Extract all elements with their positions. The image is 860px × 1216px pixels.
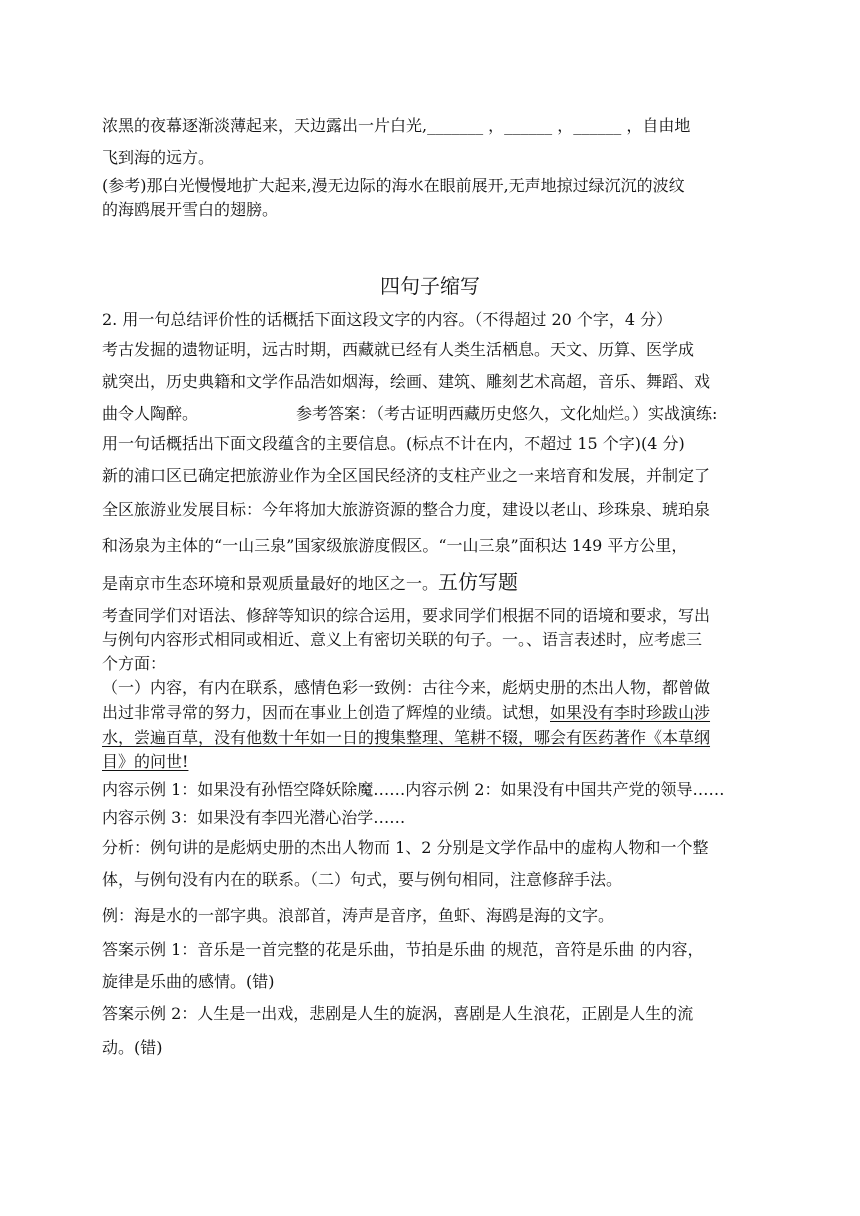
- reference-answer-line-1: (参考)那白光慢慢地扩大起来,漫无边际的海水在眼前展开,无声地掠过绿沉沉的波纹: [102, 176, 685, 195]
- tibet-paragraph-line-1: 考古发掘的遗物证明，远古时期，西藏就已经有人类生活栖息。天文、历算、医学成: [102, 340, 695, 359]
- underlined-example-line-3: 目》的问世!: [102, 752, 189, 771]
- tibet-paragraph-ending: 曲令人陶醉。: [102, 404, 199, 423]
- imitation-intro-line-1: 考查同学们对语法、修辞等知识的综合运用，要求同学们根据不同的语境和要求，写出: [102, 606, 711, 625]
- reference-answer-practice: 参考答案：（考古证明西藏历史悠久，文化灿烂。）实战演练:: [296, 404, 718, 423]
- practice-task-line-1: 用一句话概括出下面文段蕴含的主要信息。(标点不计在内，不超过 15 个字)(4 分): [102, 434, 685, 453]
- pukou-paragraph-ending: 是南京市生态环境和景观质量最好的地区之一。: [102, 574, 439, 593]
- answer-example-1-line-1: 答案示例 1：音乐是一首完整的花是乐曲，节拍是乐曲 的规范，音符是乐曲 的内容，: [102, 940, 704, 959]
- pukou-paragraph-line-3: 和汤泉为主体的“一山三泉”国家级旅游度假区。“一山三泉”面积达 149 平方公里，: [102, 536, 688, 555]
- pukou-paragraph-line-1: 新的浦口区已确定把旅游业作为全区国民经济的支柱产业之一来培育和发展，并制定了: [102, 466, 711, 485]
- section-title-imitation-writing: 五仿写题: [438, 570, 519, 594]
- content-example-3: 内容示例 3：如果没有李四光潜心治学……: [102, 808, 406, 827]
- content-point-text: 出过非常寻常的努力，因而在事业上创造了辉煌的业绩。试想，: [102, 703, 551, 722]
- answer-example-1-line-2: 旋律是乐曲的感情。(错): [102, 972, 275, 991]
- sea-example: 例：海是水的一部字典。浪部首，涛声是音序，鱼虾、海鸥是海的文字。: [102, 906, 615, 925]
- tibet-paragraph-line-2: 就突出，历史典籍和文学作品浩如烟海，绘画、建筑、雕刻艺术高超，音乐、舞蹈、戏: [102, 372, 711, 391]
- fill-blank-line-2: 飞到海的远方。: [102, 148, 215, 167]
- content-examples-1-2: 内容示例 1：如果没有孙悟空降妖除魔……内容示例 2：如果没有中国共产党的领导……: [102, 780, 725, 799]
- section-title-sentence-condensing: 四句子缩写: [380, 274, 480, 298]
- question-2: 2. 用一句总结评价性的话概括下面这段文字的内容。（不得超过 20 个字，4 分）: [102, 310, 673, 329]
- imitation-intro-line-2: 与例句内容形式相同或相近、意义上有密切关联的句子。一。、语言表述时，应考虑三: [102, 630, 703, 649]
- underlined-example-start: 如果没有李时珍跋山涉: [550, 703, 711, 722]
- pukou-paragraph-line-2: 全区旅游业发展目标：今年将加大旅游资源的整合力度，建设以老山、珍珠泉、琥珀泉: [102, 500, 711, 519]
- tibet-paragraph-line-3: [102, 404, 772, 424]
- imitation-intro-line-3: 个方面：: [102, 654, 167, 673]
- answer-example-2-line-2: 动。(错): [102, 1038, 163, 1057]
- fill-blank-line-1: 浓黑的夜幕逐渐淡薄起来，天边露出一片白光,_______ ，______ ，______ ，自由地: [102, 116, 691, 135]
- answer-example-2-line-1: 答案示例 2：人生是一出戏，悲剧是人生的旋涡，喜剧是人生浪花，正剧是人生的流: [102, 1004, 694, 1023]
- underlined-example-line-2: 水，尝遍百草，没有他数十年如一日的搜集整理、笔耕不辍，哪会有医药著作《本草纲: [102, 728, 711, 747]
- content-point-line-1: （一）内容，有内在联系，感情色彩一致例：古往今来，彪炳史册的杰出人物，都曾做: [102, 678, 711, 697]
- reference-answer-line-2: 的海鸥展开雪白的翅膀。: [102, 200, 279, 219]
- analysis-line-1: 分析：例句讲的是彪炳史册的杰出人物而 1、2 分别是文学作品中的虚构人物和一个整: [102, 838, 709, 857]
- pukou-paragraph-line-4: [102, 569, 772, 595]
- analysis-line-2: 体，与例句没有内在的联系。（二）句式，要与例句相同，注意修辞手法。: [102, 870, 623, 889]
- content-point-line-2: [102, 703, 772, 723]
